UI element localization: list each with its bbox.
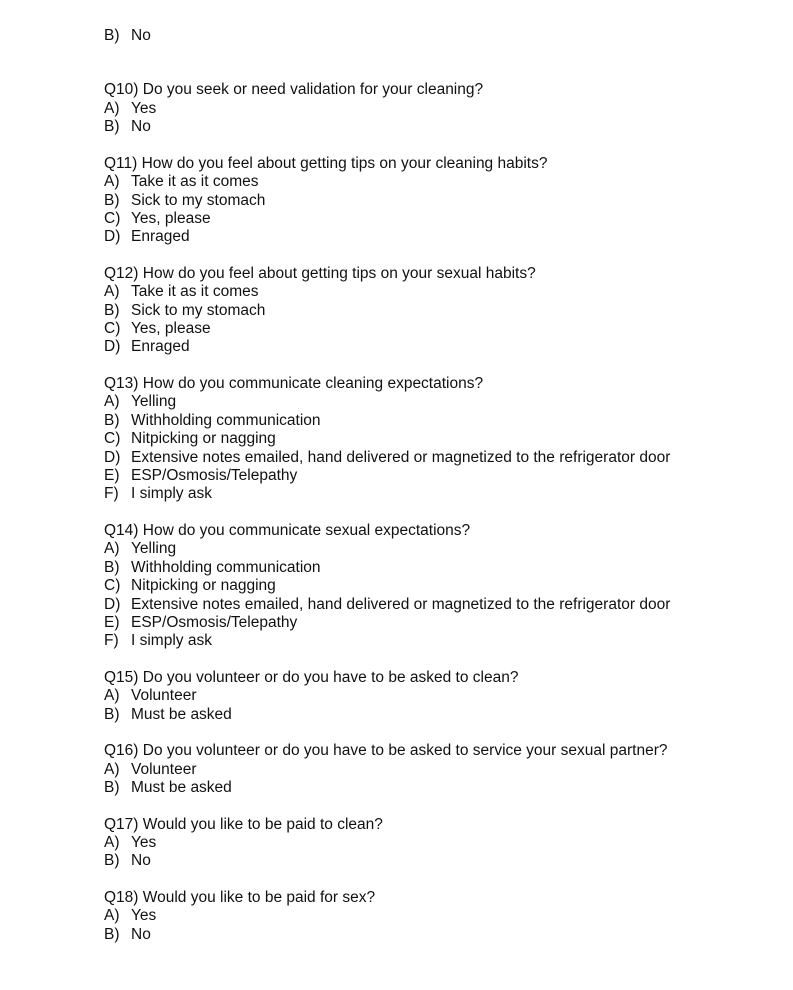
answer-option <box>104 430 784 448</box>
option-letter: D) <box>104 595 121 613</box>
answer-option <box>104 907 784 925</box>
question-prompt: Q10) Do you seek or need validation for your cleaning? <box>104 81 484 99</box>
option-text: Must be asked <box>131 705 232 723</box>
answer-option <box>104 192 784 210</box>
answer-option <box>104 467 784 485</box>
option-letter: C) <box>104 430 121 448</box>
answer-option <box>104 687 784 705</box>
option-letter: B) <box>104 411 120 429</box>
option-letter: A) <box>104 393 120 411</box>
answer-option <box>104 706 784 724</box>
option-text: Withholding communication <box>131 411 321 429</box>
option-text: Sick to my stomach <box>131 191 266 209</box>
option-text: Enraged <box>131 338 190 356</box>
option-letter: F) <box>104 485 119 503</box>
option-text: Nitpicking or nagging <box>131 577 276 595</box>
answer-option <box>104 210 784 228</box>
question-block <box>104 669 784 724</box>
answer-option <box>104 485 784 503</box>
answer-option <box>104 926 784 944</box>
answer-option <box>104 173 784 191</box>
option-letter: A) <box>104 687 120 705</box>
question-prompt: Q13) How do you communicate cleaning expectations? <box>104 375 484 393</box>
option-text: I simply ask <box>131 485 212 503</box>
answer-option <box>104 283 784 301</box>
option-letter: B) <box>104 852 120 870</box>
option-letter: E) <box>104 613 120 631</box>
option-letter: A) <box>104 907 120 925</box>
option-text: Take it as it comes <box>131 173 259 191</box>
question-prompt: Q11) How do you feel about getting tips on your cleaning habits? <box>104 154 548 172</box>
option-letter: B) <box>104 191 120 209</box>
option-text: No <box>131 925 151 943</box>
option-letter: A) <box>104 99 120 117</box>
answer-option <box>104 449 784 467</box>
answer-option <box>104 614 784 632</box>
question-prompt: Q16) Do you volunteer or do you have to be asked to service your sexual partner? <box>104 742 668 760</box>
option-letter: C) <box>104 320 121 338</box>
question-prompt: Q15) Do you volunteer or do you have to be asked to clean? <box>104 668 519 686</box>
question-prompt: Q18) Would you like to be paid for sex? <box>104 888 376 906</box>
option-letter: E) <box>104 466 120 484</box>
option-text: No <box>131 27 151 44</box>
option-letter: B) <box>104 925 120 943</box>
option-text: Extensive notes emailed, hand delivered or magnetized to the refrigerator door <box>131 595 671 613</box>
option-letter: A) <box>104 760 120 778</box>
option-text: I simply ask <box>131 632 212 650</box>
question-prompt: Q14) How do you communicate sexual expectations? <box>104 521 471 539</box>
question-block <box>104 816 784 871</box>
answer-option <box>104 761 784 779</box>
option-letter: A) <box>104 283 120 301</box>
question-prompt: Q17) Would you like to be paid to clean? <box>104 815 383 833</box>
option-letter: C) <box>104 577 121 595</box>
option-text: No <box>131 852 151 870</box>
option-text: Yes, please <box>131 320 211 338</box>
option-text: Nitpicking or nagging <box>131 430 276 448</box>
option-text: Must be asked <box>131 779 232 797</box>
option-letter: D) <box>104 228 121 246</box>
option-letter: B) <box>104 779 120 797</box>
option-text: Yes <box>131 99 157 117</box>
option-text: Yes <box>131 833 157 851</box>
answer-option <box>104 834 784 852</box>
option-text: Sick to my stomach <box>131 301 266 319</box>
option-letter: D) <box>104 448 121 466</box>
question-block <box>104 522 784 651</box>
answer-option <box>104 632 784 650</box>
option-text: Withholding communication <box>131 558 321 576</box>
continued-option <box>104 27 784 45</box>
option-text: Volunteer <box>131 760 197 778</box>
option-text: Yes <box>131 907 157 925</box>
question-prompt: Q12) How do you feel about getting tips on your sexual habits? <box>104 264 536 282</box>
option-text: ESP/Osmosis/Telepathy <box>131 613 298 631</box>
answer-option <box>104 852 784 870</box>
option-letter: A) <box>104 833 120 851</box>
option-letter: C) <box>104 209 121 227</box>
option-text: ESP/Osmosis/Telepathy <box>131 466 298 484</box>
option-letter: B) <box>104 118 120 136</box>
question-block <box>104 375 784 504</box>
answer-option <box>104 228 784 246</box>
answer-option <box>104 393 784 411</box>
option-text: Yes, please <box>131 209 211 227</box>
answer-option <box>104 100 784 118</box>
option-letter: B) <box>104 705 120 723</box>
option-letter: D) <box>104 338 121 356</box>
question-block <box>104 742 784 797</box>
questionnaire-page <box>104 27 784 944</box>
answer-option <box>104 559 784 577</box>
question-block <box>104 81 784 136</box>
option-text: Yelling <box>131 540 177 558</box>
option-text: Take it as it comes <box>131 283 259 301</box>
question-block <box>104 265 784 357</box>
answer-option <box>104 338 784 356</box>
option-letter: F) <box>104 632 119 650</box>
answer-option <box>104 596 784 614</box>
option-letter: B) <box>104 27 120 44</box>
answer-option <box>104 540 784 558</box>
answer-option <box>104 302 784 320</box>
question-block <box>104 155 784 247</box>
question-block <box>104 889 784 944</box>
option-letter: B) <box>104 558 120 576</box>
option-text: Extensive notes emailed, hand delivered or magnetized to the refrigerator door <box>131 448 671 466</box>
option-letter: B) <box>104 301 120 319</box>
option-text: Yelling <box>131 393 177 411</box>
answer-option <box>104 779 784 797</box>
option-letter: A) <box>104 540 120 558</box>
option-text: Enraged <box>131 228 190 246</box>
option-letter: A) <box>104 173 120 191</box>
answer-option <box>104 577 784 595</box>
option-text: Volunteer <box>131 687 197 705</box>
option-text: No <box>131 118 151 136</box>
answer-option <box>104 320 784 338</box>
answer-option <box>104 412 784 430</box>
answer-option <box>104 118 784 136</box>
